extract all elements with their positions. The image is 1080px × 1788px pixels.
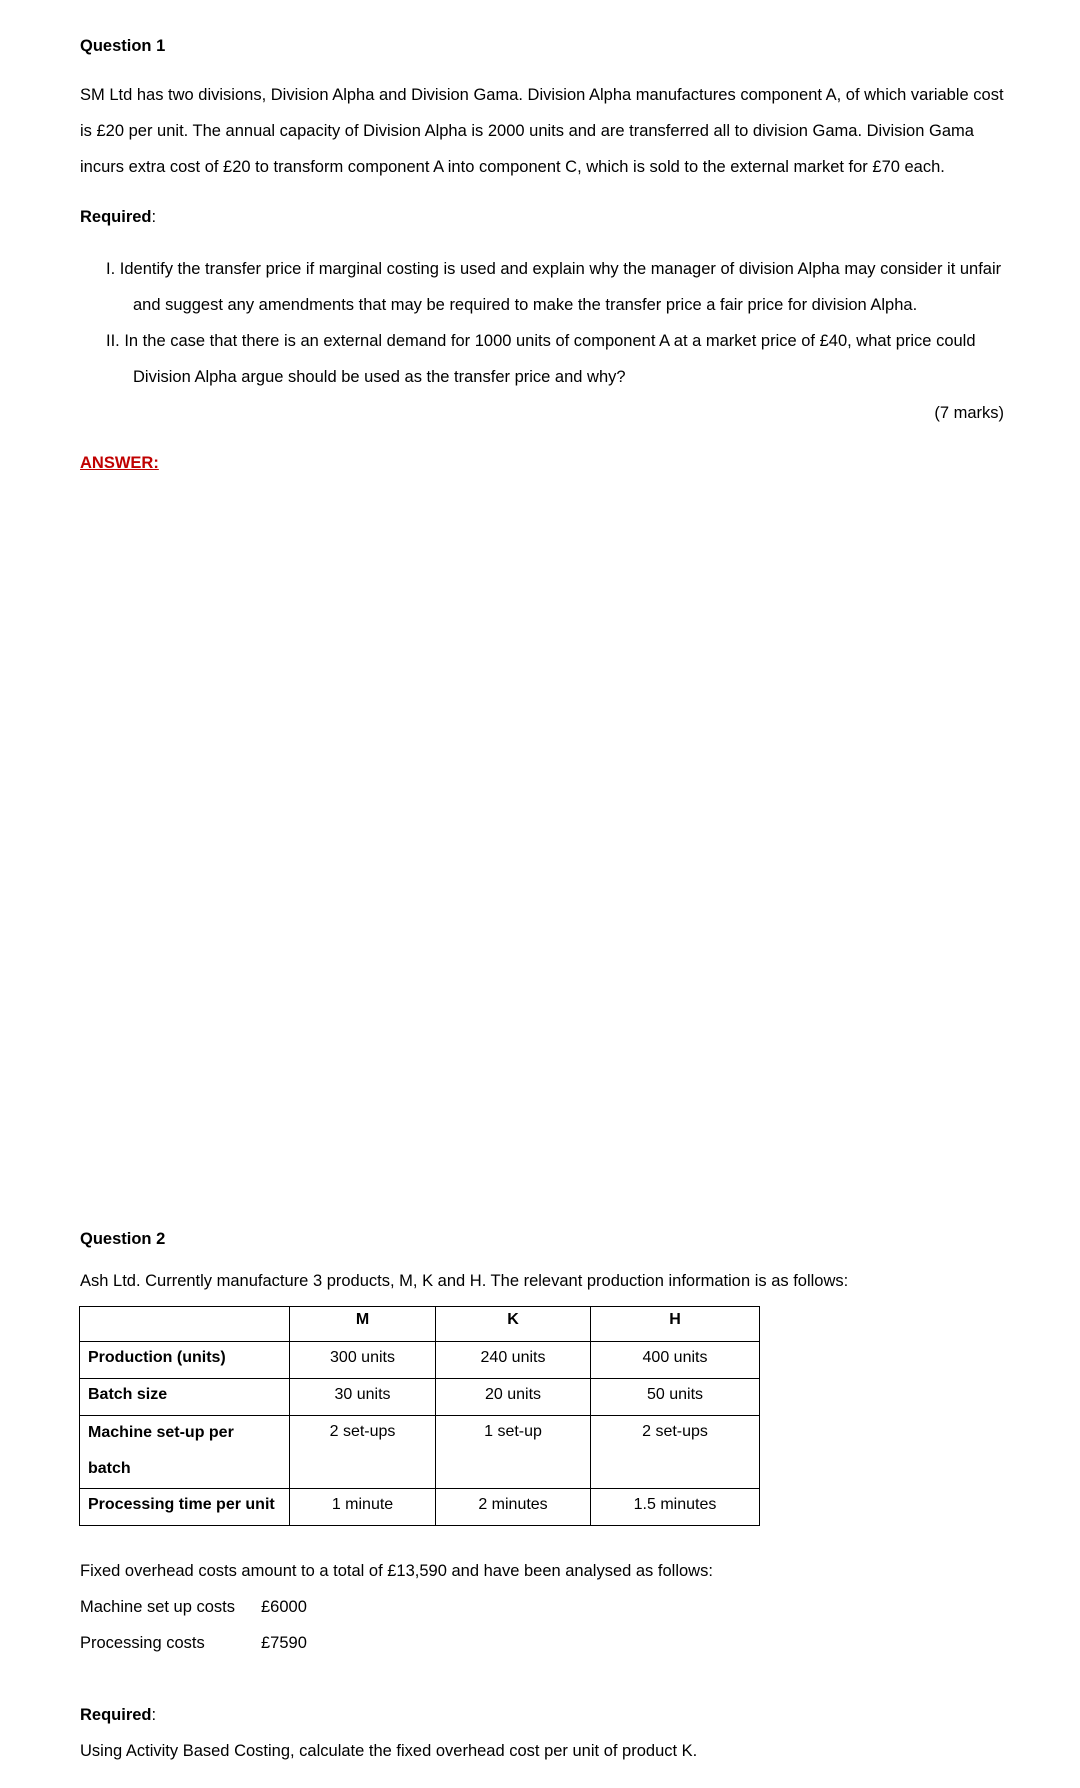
- q1-item-1-line-2: and suggest any amendments that may be required to make the transfer price a fair price for division Alpha.: [133, 296, 918, 314]
- q1-item-2-line-1: II. In the case that there is an external demand for 1000 units of component A at a market price of £40, what price could: [106, 332, 976, 350]
- row-label: Processing time per unit: [80, 1489, 290, 1526]
- q1-item-2-line-2: Division Alpha argue should be used as the transfer price and why?: [133, 368, 626, 386]
- table-cell: 400 units: [591, 1342, 760, 1379]
- table-cell: 300 units: [290, 1342, 436, 1379]
- table-cell: 20 units: [436, 1379, 591, 1416]
- table-cell: 2 set-ups: [290, 1416, 436, 1489]
- table-header-row: [80, 1307, 760, 1342]
- table-cell: 50 units: [591, 1379, 760, 1416]
- table-cell: 1.5 minutes: [591, 1489, 760, 1526]
- cost-value-processing: £7590: [261, 1634, 307, 1652]
- table-cell: 1 minute: [290, 1489, 436, 1526]
- question-1-heading: Question 1: [80, 37, 166, 55]
- table-cell: 2 set-ups: [591, 1416, 760, 1489]
- table-header-k: K: [436, 1307, 591, 1342]
- q1-marks: (7 marks): [934, 404, 1004, 422]
- production-table: [79, 1306, 760, 1526]
- question-2-heading: Question 2: [80, 1230, 166, 1248]
- table-cell: 2 minutes: [436, 1489, 591, 1526]
- table-cell: 240 units: [436, 1342, 591, 1379]
- row-label: Machine set-up per batch: [80, 1416, 290, 1489]
- q2-intro: Ash Ltd. Currently manufacture 3 products, M, K and H. The relevant production information is as follows:: [80, 1272, 849, 1290]
- q1-paragraph-line-3: incurs extra cost of £20 to transform component A into component C, which is sold to the external market for £70 each.: [80, 158, 945, 176]
- table-header-h: H: [591, 1307, 760, 1342]
- q2-required-label: Required:: [80, 1706, 157, 1724]
- table-row: [80, 1489, 760, 1526]
- q1-item-1-line-1: I. Identify the transfer price if marginal costing is used and explain why the manager of division Alpha may consider it unfair: [106, 260, 1002, 278]
- table-row: [80, 1342, 760, 1379]
- table-row: [80, 1416, 760, 1489]
- cost-value-setup: £6000: [261, 1598, 307, 1616]
- overhead-intro: Fixed overhead costs amount to a total of £13,590 and have been analysed as follows:: [80, 1562, 713, 1580]
- row-label: Batch size: [80, 1379, 290, 1416]
- table-header-empty: [80, 1307, 290, 1342]
- q2-task: Using Activity Based Costing, calculate the fixed overhead cost per unit of product K.: [80, 1742, 698, 1760]
- q1-paragraph-line-1: SM Ltd has two divisions, Division Alpha and Division Gama. Division Alpha manufactures component A, of which variable cost: [80, 86, 1004, 104]
- q1-required-label: Required:: [80, 208, 157, 226]
- table-header-m: M: [290, 1307, 436, 1342]
- answer-label: ANSWER:: [80, 454, 159, 472]
- table-cell: 1 set-up: [436, 1416, 591, 1489]
- cost-label-processing: Processing costs: [80, 1634, 205, 1652]
- table-cell: 30 units: [290, 1379, 436, 1416]
- row-label: Production (units): [80, 1342, 290, 1379]
- cost-label-setup: Machine set up costs: [80, 1598, 235, 1616]
- q1-paragraph-line-2: is £20 per unit. The annual capacity of Division Alpha is 2000 units and are transferred all to division Gama. Division Gama: [80, 122, 974, 140]
- table-row: [80, 1379, 760, 1416]
